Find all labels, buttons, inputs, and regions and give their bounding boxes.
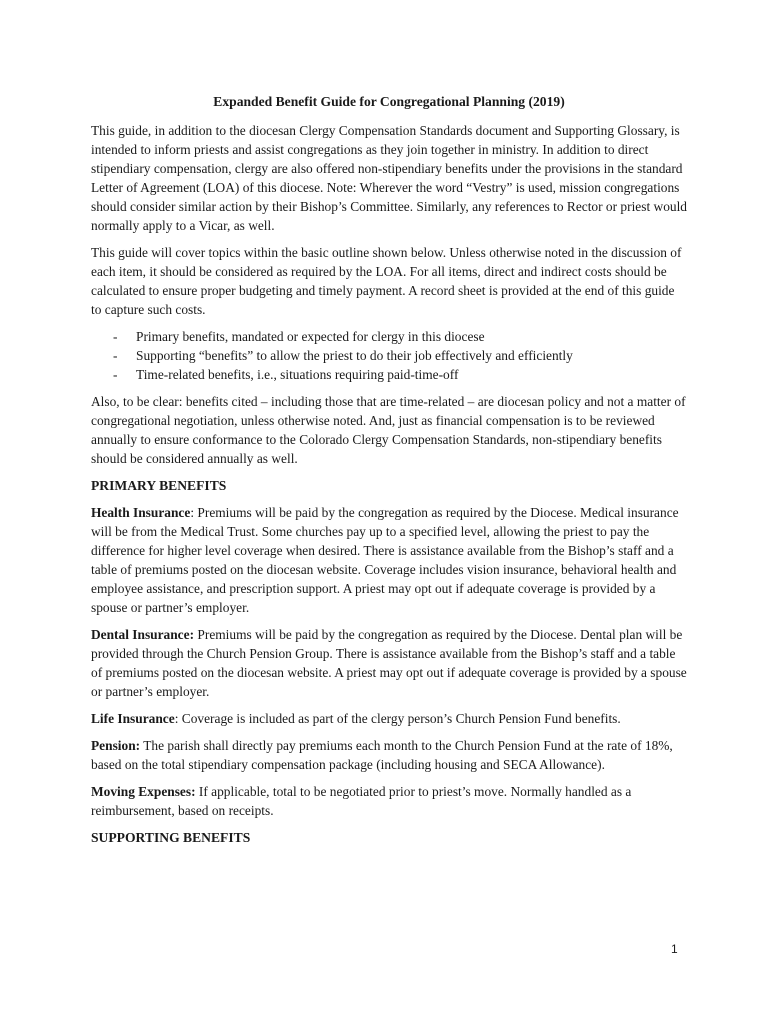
outline-item-text: Primary benefits, mandated or expected for clergy in this diocese — [136, 329, 485, 344]
benefit-lead: Dental Insurance: — [91, 627, 195, 642]
bullet-dash: - — [113, 329, 118, 344]
benefit-lead: Health Insurance — [91, 505, 191, 520]
benefit-text: The parish shall directly pay premiums each month to the Church Pension Fund at the rate of 18%, based on the total stipendiary compensation package (including housing and SECA Allowance). — [91, 738, 673, 772]
bullet-dash: - — [113, 348, 118, 363]
benefit-text: Coverage is included as part of the clergy person’s Church Pension Fund benefits. — [181, 711, 621, 726]
list-item — [91, 327, 687, 346]
clarification-paragraph: Also, to be clear: benefits cited – including those that are time-related – are diocesan policy and not a matter of congregational negotiation, unless otherwise noted. And, just as financial compensation is to be reviewed annually to ensure conformance to the Colorado Clergy Compensation Standards, non-stipendiary benefits should be considered annually as well. — [91, 394, 686, 466]
supporting-benefits-heading: SUPPORTING BENEFITS — [91, 830, 251, 845]
benefit-moving-expenses — [91, 782, 687, 820]
benefit-dental-insurance — [91, 625, 687, 701]
intro-paragraph-2: This guide will cover topics within the basic outline shown below. Unless otherwise noted in the discussion of each item, it should be considered as required by the LOA. For all items, direct and indirect costs should be calculated to ensure proper budgeting and timely payment. A record sheet is provided at the end of this guide to capture such costs. — [91, 245, 682, 317]
page-content — [91, 92, 687, 855]
benefit-lead: Pension: — [91, 738, 141, 753]
benefit-life-insurance — [91, 709, 687, 728]
benefit-health-insurance — [91, 503, 687, 617]
benefit-separator: : — [190, 505, 198, 520]
benefit-lead: Moving Expenses: — [91, 784, 196, 799]
outline-list — [91, 327, 687, 384]
benefit-lead: Life Insurance — [91, 711, 175, 726]
primary-benefits-heading: PRIMARY BENEFITS — [91, 478, 227, 493]
outline-item-text: Supporting “benefits” to allow the priest to do their job effectively and efficiently — [136, 348, 573, 363]
benefit-pension — [91, 736, 687, 774]
list-item — [91, 365, 687, 384]
intro-paragraph-1: This guide, in addition to the diocesan Clergy Compensation Standards document and Supporting Glossary, is intended to inform priests and assist congregations as they join together in ministry. In addition to direct stipendiary compensation, clergy are also offered non-stipendiary benefits under the provisions in the standard Letter of Agreement (LOA) of this diocese. Note: Wherever the word “Vestry” is used, mission congregations should consider similar action by their Bishop’s Committee. Similarly, any references to Rector or priest would normally apply to a Vicar, as well. — [91, 123, 688, 233]
list-item — [91, 346, 687, 365]
benefit-text: Premiums will be paid by the congregation as required by the Diocese. Dental plan will be provided through the Church Pension Group. There is assistance available from the Bishop’s staff and a table of premiums posted on the diocesan website. A priest may opt out if adequate coverage is provided by a spouse or partner’s employer. — [91, 627, 687, 699]
outline-item-text: Time-related benefits, i.e., situations requiring paid-time-off — [136, 367, 459, 382]
benefit-text: If applicable, total to be negotiated prior to priest’s move. Normally handled as a reimbursement, based on receipts. — [91, 784, 632, 818]
document-title: Expanded Benefit Guide for Congregational Planning (2019) — [213, 94, 565, 109]
bullet-dash: - — [113, 367, 118, 382]
benefit-text: Premiums will be paid by the congregation as required by the Diocese. Medical insurance will be from the Medical Trust. Some churches pay up to a specified level, allowing the priest to pay the difference for higher level coverage when desired. There is assistance available from the Bishop’s staff and a table of premiums posted on the diocesan website. Coverage includes vision insurance, behavioral health and employee assistance, and prescription support. A priest may opt out if adequate coverage is provided by a spouse or partner’s employer. — [91, 505, 679, 615]
benefit-separator: : — [174, 711, 182, 726]
page-number: 1 — [671, 942, 678, 956]
